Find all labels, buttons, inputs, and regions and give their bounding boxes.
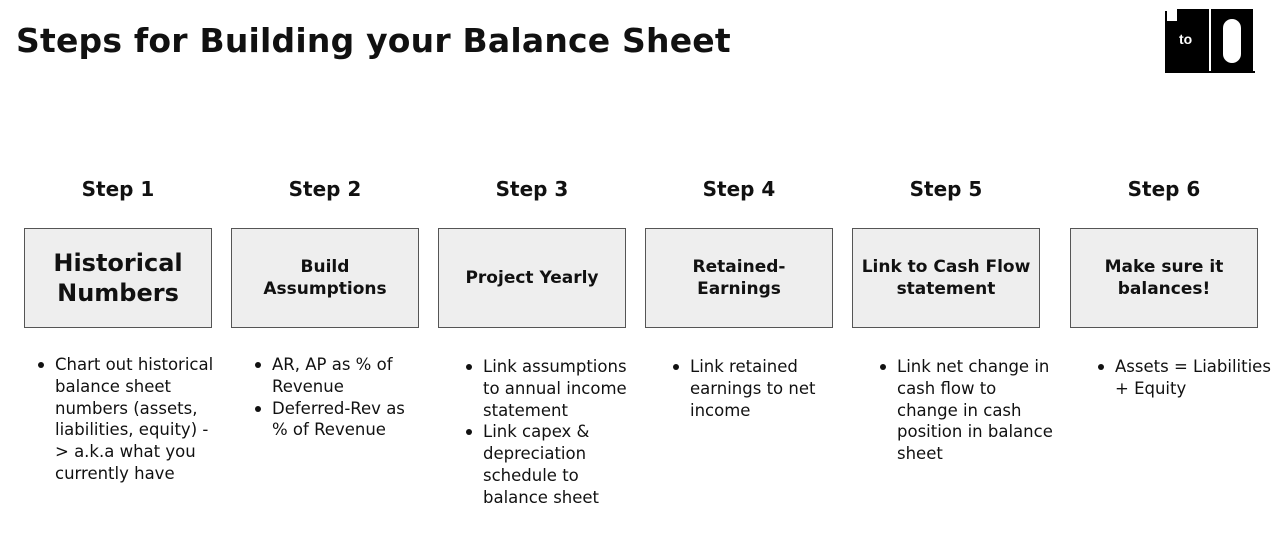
logo-one-notch <box>1167 9 1177 21</box>
logo-to-text: to <box>1179 31 1193 47</box>
step-label: Step 1 <box>81 177 155 201</box>
step-label: Step 2 <box>288 177 362 201</box>
step-box: Retained-Earnings <box>645 228 833 328</box>
logo-zero-counter <box>1223 19 1241 63</box>
step-box: Build Assumptions <box>231 228 419 328</box>
step-bullets <box>878 356 1057 465</box>
step-bullets <box>464 356 633 509</box>
bullet-item: Deferred-Rev as % of Revenue <box>272 398 422 442</box>
step-bullets <box>671 356 840 421</box>
bullet-item: Link net change in cash flow to change in cash position in balance sheet <box>897 356 1057 465</box>
bullet-item: AR, AP as % of Revenue <box>272 354 422 398</box>
step-label: Step 6 <box>1127 177 1201 201</box>
page-title: Steps for Building your Balance Sheet <box>16 21 731 60</box>
step-bullets <box>253 354 422 441</box>
step-label: Step 3 <box>495 177 569 201</box>
logo-baseline <box>1165 71 1255 73</box>
bullet-item: Chart out historical balance sheet numbers (assets, liabilities, equity) -> a.k.a what you currently have <box>55 355 214 483</box>
bullet-item: Link capex & depreciation schedule to balance sheet <box>483 421 633 508</box>
step-label: Step 5 <box>909 177 983 201</box>
step-label: Step 4 <box>702 177 776 201</box>
step-box: Make sure it balances! <box>1070 228 1258 328</box>
step-box: Project Yearly <box>438 228 626 328</box>
step-bullets <box>1096 356 1275 400</box>
step-bullets <box>36 354 215 485</box>
step-box: Link to Cash Flow statement <box>852 228 1040 328</box>
bullet-item: Link assumptions to annual income statement <box>483 356 633 421</box>
step-box: Historical Numbers <box>24 228 212 328</box>
bullet-item: Assets = Liabilities + Equity <box>1115 356 1275 400</box>
bullet-item: Link retained earnings to net income <box>690 356 840 421</box>
brand-logo <box>1165 9 1255 73</box>
